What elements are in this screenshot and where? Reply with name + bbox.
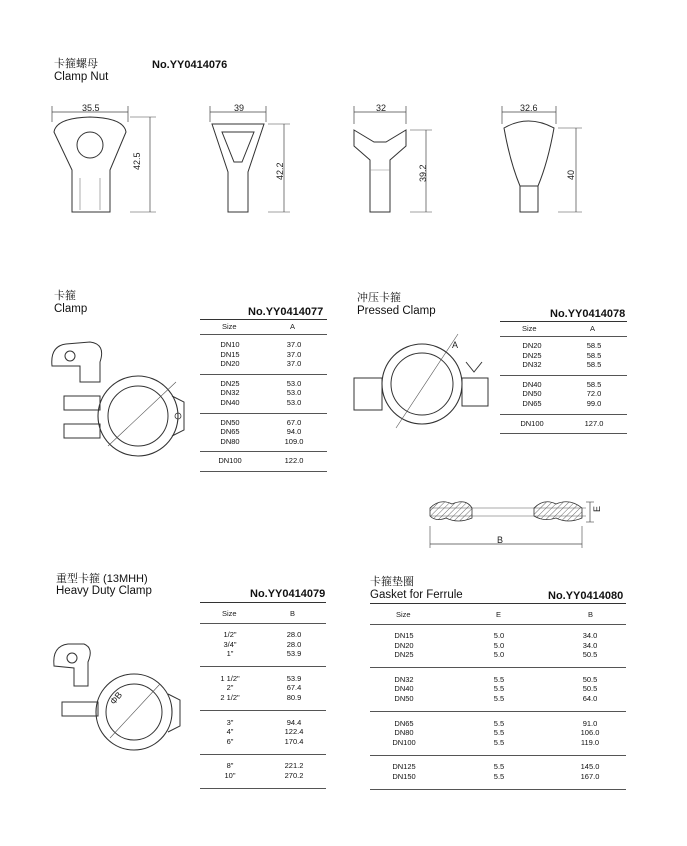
heavy-duty-label-b: ΦB [108,689,125,707]
gasket-b-cell: 106.0 [580,728,600,738]
clamp-size-cell: DN80 [220,436,240,446]
heavy-size-cell: 2" [226,683,234,693]
table-divider [500,414,627,415]
gasket-label-b: B [497,535,504,545]
heavy-duty-title-cn: 重型卡箍 (13MHH) [56,573,148,585]
gasket-size-cell: DN40 [394,684,414,694]
clamp-model-no: No.YY0414077 [248,306,324,318]
clamp-size-cell: DN40 [220,398,240,407]
gasket-col-b: B [588,610,594,619]
heavy-b-cell: 221.2 [284,761,304,771]
pressed-size-cell: DN100 [520,418,544,428]
clamp-nut-drawing-1 [50,100,170,220]
gasket-size-cell: DN20 [394,640,414,650]
gasket-col-size: Size [396,610,411,619]
heavy-size-cell: 1" [226,649,234,659]
pressed-a-cell: 58.5 [586,350,602,360]
nut4-height: 40 [566,169,576,180]
gasket-b-cell: 34.0 [582,640,598,650]
table-divider [200,788,326,789]
heavy-size-cell: 3" [226,717,234,727]
heavy-b-cell: 94.4 [286,717,302,727]
clamp-col-size: Size [222,322,237,331]
pressed-size-cell: DN50 [522,389,542,399]
gasket-e-cell: 5.5 [493,674,505,684]
clamp-a-cell: 94.0 [286,427,302,437]
gasket-b-cell: 64.0 [582,694,598,703]
gasket-e-cell: 5.5 [493,684,505,694]
gasket-b-cell: 145.0 [580,762,600,772]
clamp-size-cell: DN10 [220,340,240,349]
heavy-b-cell: 28.0 [286,639,302,649]
heavy-b-cell: 170.4 [284,736,304,746]
table-divider [370,667,626,668]
gasket-e-cell: 5.0 [493,650,505,660]
gasket-size-cell: DN100 [392,737,416,747]
table-divider [500,433,627,434]
pressed-a-cell: 99.0 [586,399,602,408]
clamp-title-en: Clamp [54,303,88,315]
gasket-title-en: Gasket for Ferrule [370,589,463,601]
gasket-drawing [422,496,602,556]
pressed-clamp-title-cn: 冲压卡箍 [357,292,401,304]
heavy-b-cell: 53.9 [286,649,302,659]
clamp-nut-title-cn: 卡箍螺母 [54,58,98,70]
heavy-size-cell: 8" [226,761,234,771]
clamp-a-cell: 67.0 [286,417,302,427]
clamp-size-cell: DN65 [220,427,240,437]
heavy-size-cell: 3/4" [223,639,237,649]
gasket-e-cell: 5.5 [493,718,505,728]
gasket-b-cell: 50.5 [582,684,598,694]
nut1-width: 35.5 [82,103,100,113]
gasket-b-cell: 50.5 [582,650,598,660]
nut1-height: 42.5 [132,152,142,170]
gasket-label-e: E [592,505,602,512]
heavy-size-cell: 1 1/2" [220,673,240,683]
gasket-e-cell: 5.5 [493,728,505,738]
heavy-duty-title-en: Heavy Duty Clamp [56,585,152,597]
heavy-size-cell: 1/2" [223,630,237,639]
clamp-a-cell: 53.0 [286,398,302,407]
pressed-a-cell: 127.0 [584,418,604,428]
clamp-nut-drawing-3 [350,100,470,220]
pressed-a-cell: 58.5 [586,379,602,389]
clamp-size-cell: DN50 [220,417,240,427]
table-divider [370,755,626,756]
table-divider [200,413,327,414]
heavy-duty-col-size: Size [222,609,237,618]
table-divider [370,789,626,790]
gasket-size-cell: DN125 [392,762,416,772]
table-divider [500,375,627,376]
nut4-width: 32.6 [520,103,538,113]
clamp-a-cell: 109.0 [284,436,304,446]
clamp-nut-model-no: No.YY0414076 [152,59,228,71]
gasket-size-cell: DN32 [394,674,414,684]
pressed-size-cell: DN32 [522,360,542,370]
pressed-clamp-title-en: Pressed Clamp [357,305,436,317]
pressed-size-cell: DN25 [522,350,542,360]
clamp-a-cell: 37.0 [286,349,302,359]
clamp-a-cell: 53.0 [286,388,302,398]
pressed-a-cell: 58.5 [586,360,602,370]
clamp-nut-drawing-4 [498,100,618,220]
gasket-size-cell: DN15 [394,631,414,640]
clamp-col-a: A [290,322,296,331]
gasket-b-cell: 119.0 [580,737,600,747]
nut3-width: 32 [376,103,387,113]
clamp-a-cell: 37.0 [286,359,302,369]
gasket-e-cell: 5.5 [493,737,505,747]
table-divider [200,374,327,375]
table-divider [200,754,326,755]
heavy-b-cell: 80.9 [286,693,302,702]
gasket-size-cell: DN65 [394,718,414,728]
pressed-size-cell: DN20 [522,341,542,350]
clamp-a-cell: 53.0 [286,378,302,388]
heavy-size-cell: 4" [226,727,234,737]
clamp-size-cell: DN32 [220,388,240,398]
heavy-b-cell: 122.4 [284,727,304,737]
clamp-a-cell: 122.0 [284,456,304,466]
nut2-height: 42.2 [275,162,285,180]
gasket-col-e: E [496,610,502,619]
clamp-size-cell: DN25 [220,378,240,388]
gasket-b-cell: 91.0 [582,718,598,728]
gasket-size-cell: DN25 [394,650,414,660]
gasket-size-cell: DN80 [394,728,414,738]
pressed-clamp-label-a: A [452,340,459,350]
table-divider [200,471,327,472]
gasket-e-cell: 5.0 [493,631,505,640]
pressed-a-cell: 58.5 [586,341,602,350]
heavy-b-cell: 28.0 [286,630,302,639]
clamp-nut-title-en: Clamp Nut [54,71,109,83]
nut2-width: 39 [234,103,245,113]
gasket-e-cell: 5.5 [493,772,505,781]
table-divider [200,666,326,667]
pressed-a-cell: 72.0 [586,389,602,399]
gasket-size-cell: DN50 [394,694,414,703]
gasket-size-cell: DN150 [392,772,416,781]
heavy-duty-model-no: No.YY0414079 [250,588,326,600]
pressed-clamp-col-a: A [590,324,596,333]
clamp-size-cell: DN15 [220,349,240,359]
clamp-drawing [44,338,184,458]
pressed-size-cell: DN65 [522,399,542,408]
gasket-b-cell: 34.0 [582,631,598,640]
nut3-height: 39.2 [418,164,428,182]
pressed-size-cell: DN40 [522,379,542,389]
gasket-b-cell: 50.5 [582,674,598,684]
heavy-duty-col-b: B [290,609,296,618]
heavy-size-cell: 2 1/2" [220,693,240,702]
pressed-clamp-drawing [350,332,500,442]
table-divider [200,710,326,711]
gasket-b-cell: 167.0 [580,772,600,781]
table-divider [370,711,626,712]
pressed-clamp-model-no: No.YY0414078 [550,308,626,320]
pressed-clamp-col-size: Size [522,324,537,333]
clamp-size-cell: DN100 [218,456,242,466]
clamp-title-cn: 卡箍 [54,290,76,302]
heavy-b-cell: 53.9 [286,673,302,683]
table-divider [200,451,327,452]
heavy-b-cell: 67.4 [286,683,302,693]
gasket-e-cell: 5.0 [493,640,505,650]
gasket-model-no: No.YY0414080 [548,590,624,602]
heavy-b-cell: 270.2 [284,771,304,780]
gasket-title-cn: 卡箍垫圈 [370,576,414,588]
gasket-e-cell: 5.5 [493,762,505,772]
heavy-size-cell: 6" [226,736,234,746]
clamp-a-cell: 37.0 [286,340,302,349]
heavy-size-cell: 10" [224,771,236,780]
clamp-nut-drawing-2 [208,100,328,220]
gasket-e-cell: 5.5 [493,694,505,703]
clamp-size-cell: DN20 [220,359,240,369]
